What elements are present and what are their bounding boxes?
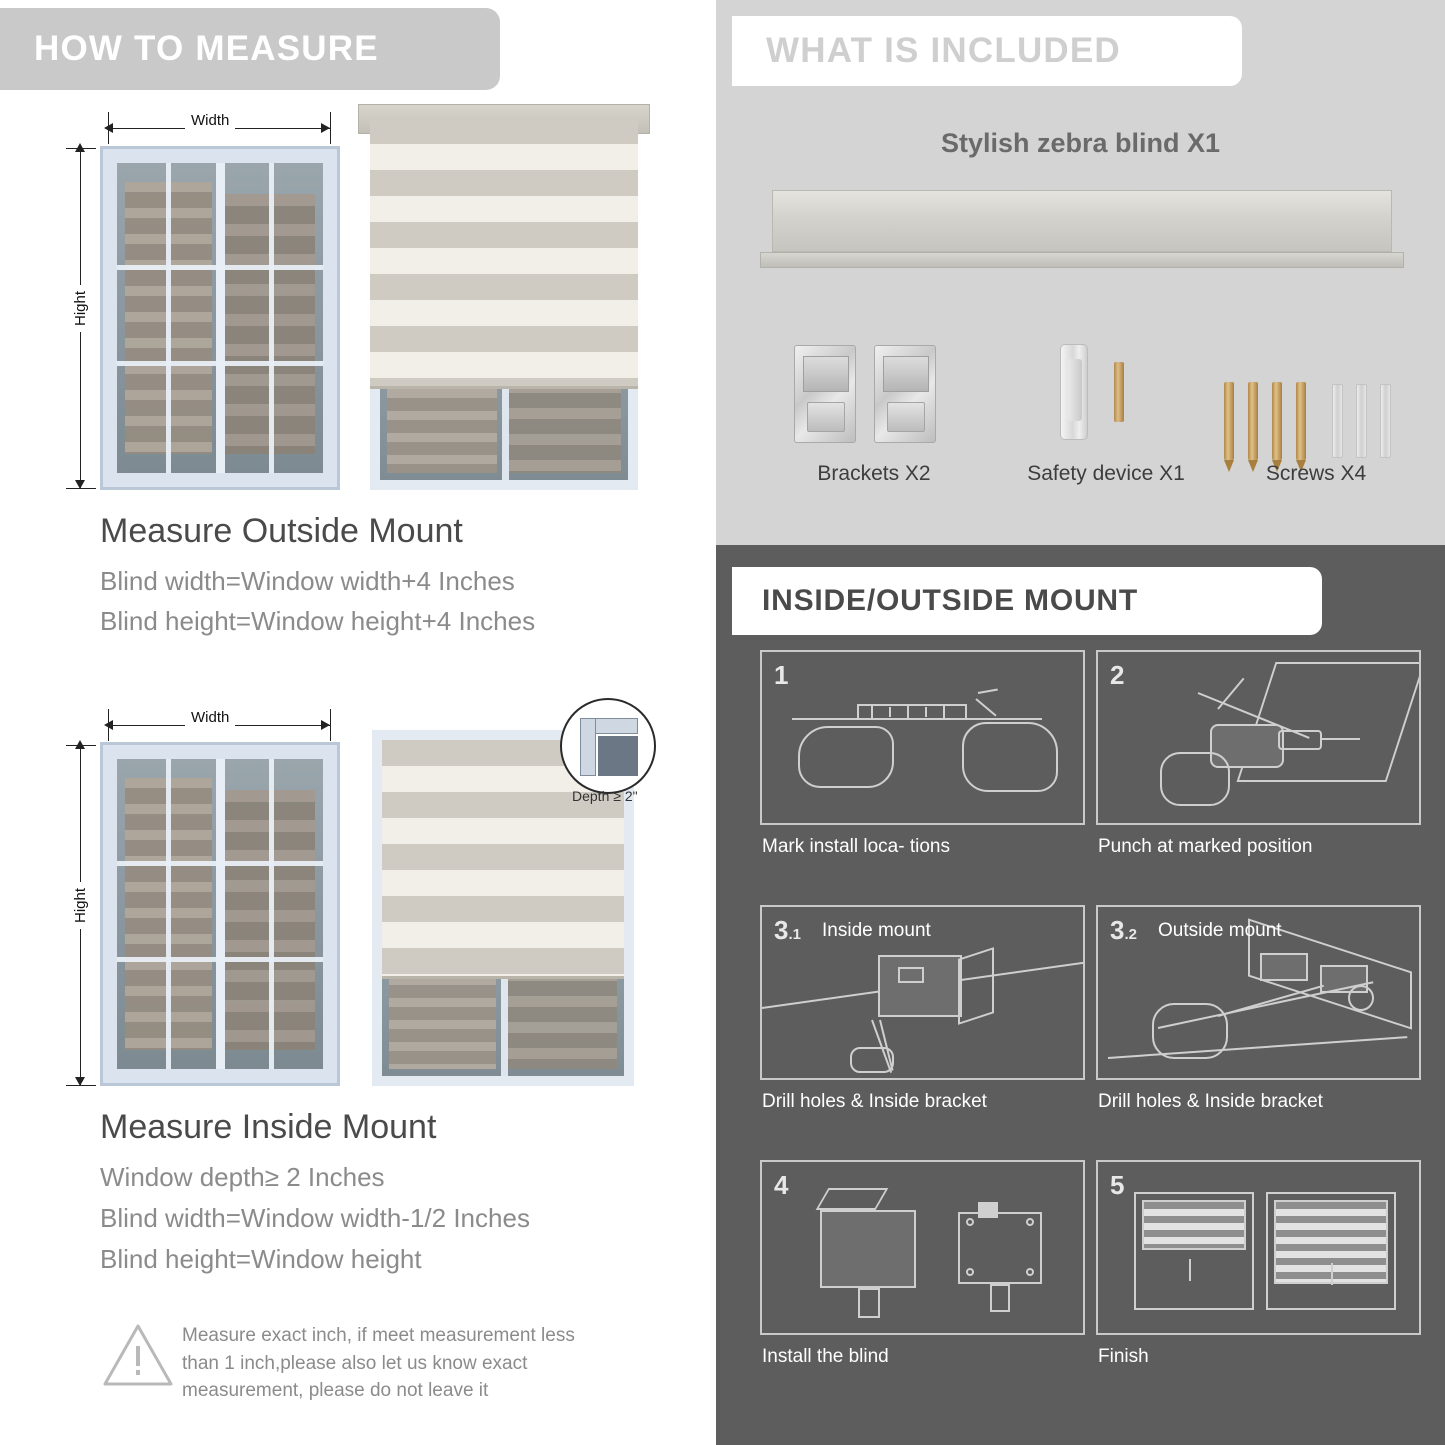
what-is-included-header [732, 16, 1242, 86]
step-3-1-inline-label: Inside mount [822, 920, 931, 941]
inside-mount-line-1: Window depth≥ 2 Inches [100, 1162, 385, 1192]
window-grid-h1 [117, 265, 323, 270]
outside-mount-line-1: Blind width=Window width+4 Inches [100, 566, 515, 596]
step-1-number: 1 [774, 660, 789, 690]
outside-width-tick-right [330, 112, 331, 144]
inside-window-illustration [100, 742, 340, 1086]
step-3-1-number: 3.1 [774, 915, 801, 945]
depth-callout-circle [560, 698, 656, 794]
step-3-1-caption: Drill holes & Inside bracket [762, 1091, 987, 1112]
inside-outside-mount-header [732, 567, 1322, 635]
inside-width-arrow-right [321, 720, 330, 730]
what-is-included-panel [716, 0, 1445, 545]
inside-width-label: Width [185, 709, 235, 726]
how-to-measure-title: HOW TO MEASURE [34, 29, 379, 68]
outside-width-arrow-right [321, 123, 330, 133]
step-5-illustration [1096, 1160, 1421, 1335]
step-1 [760, 650, 1085, 865]
step-2 [1096, 650, 1421, 865]
outside-mount-title: Measure Outside Mount [100, 512, 463, 550]
depth-label: Depth ≥ 2" [572, 788, 638, 804]
screw-part-1 [1224, 382, 1234, 460]
wall-anchor-3 [1380, 384, 1391, 458]
step-5 [1096, 1160, 1421, 1375]
how-to-measure-header [0, 8, 500, 90]
step-2-illustration [1096, 650, 1421, 825]
step-4-number: 4 [774, 1170, 789, 1200]
wall-anchor-1 [1332, 384, 1343, 458]
outside-window-illustration [100, 146, 340, 490]
inside-height-tick-bottom [66, 1085, 96, 1086]
warning-triangle-icon [102, 1322, 174, 1388]
screw-part-4 [1296, 382, 1306, 460]
zebra-blind-headrail-image [772, 190, 1392, 252]
step-2-number: 2 [1110, 660, 1125, 690]
step-3-1 [760, 905, 1085, 1120]
step-3-2-number: 3.2 [1110, 915, 1137, 945]
inside-mount-title: Measure Inside Mount [100, 1108, 437, 1146]
step-3-1-illustration [760, 905, 1085, 1080]
window-glass [117, 163, 323, 473]
window-grid-h2 [117, 361, 323, 366]
how-to-measure-panel [0, 0, 716, 1445]
inside-width-tick-left [108, 709, 109, 741]
outside-width-label: Width [185, 112, 235, 129]
step-4-caption: Install the blind [762, 1346, 889, 1367]
bracket-part-1 [794, 345, 856, 443]
step-5-number: 5 [1110, 1170, 1125, 1200]
step-3-2-caption: Drill holes & Inside bracket [1098, 1091, 1323, 1112]
window-grid-v2 [269, 163, 274, 473]
step-1-caption: Mark install loca- tions [762, 836, 950, 857]
step-1-illustration [760, 650, 1085, 825]
inside-outside-mount-panel [716, 545, 1445, 1445]
screw-part-3 [1272, 382, 1282, 460]
outside-height-label: Hight [72, 285, 89, 332]
window-grid-v1 [166, 759, 171, 1069]
step-4 [760, 1160, 1085, 1375]
step-2-caption: Punch at marked position [1098, 836, 1313, 857]
outside-blind-illustration [370, 118, 638, 490]
outside-width-tick-left [108, 112, 109, 144]
outside-height-tick-bottom [66, 488, 96, 489]
safety-device-caption: Safety device X1 [1027, 462, 1185, 485]
step-3-2-illustration [1096, 905, 1421, 1080]
inside-mount-line-2: Blind width=Window width-1/2 Inches [100, 1203, 530, 1233]
window-mullion-vertical [216, 759, 225, 1069]
window-grid-h2 [117, 957, 323, 962]
safety-device-part [1060, 344, 1088, 440]
wall-anchor-2 [1356, 384, 1367, 458]
window-glass [117, 759, 323, 1069]
step-3-2 [1096, 905, 1421, 1120]
window-grid-v2 [269, 759, 274, 1069]
window-grid-h1 [117, 861, 323, 866]
safety-device-screw [1114, 362, 1124, 422]
inside-mount-line-3: Blind height=Window height [100, 1244, 422, 1274]
step-5-caption: Finish [1098, 1346, 1149, 1367]
what-is-included-title: WHAT IS INCLUDED [766, 31, 1121, 70]
inside-height-tick-top [66, 745, 96, 746]
inside-outside-mount-title: INSIDE/OUTSIDE MOUNT [762, 584, 1139, 617]
step-3-2-inline-label: Outside mount [1158, 920, 1282, 941]
step-4-illustration [760, 1160, 1085, 1335]
window-mullion-vertical [216, 163, 225, 473]
screw-part-2 [1248, 382, 1258, 460]
warning-text: Measure exact inch, if meet measurement less than 1 inch,please also let us know exact measurement, please do not leave it [182, 1325, 575, 1402]
outside-mount-line-2: Blind height=Window height+4 Inches [100, 606, 536, 636]
included-main-item-label: Stylish zebra blind X1 [940, 128, 1221, 158]
window-grid-v1 [166, 163, 171, 473]
inside-height-label: Hight [72, 882, 89, 929]
screws-caption: Screws X4 [1265, 462, 1367, 485]
inside-width-tick-right [330, 709, 331, 741]
zebra-blind-headrail-base [760, 252, 1404, 268]
outside-height-tick-top [66, 148, 96, 149]
bracket-part-2 [874, 345, 936, 443]
brackets-caption: Brackets X2 [817, 462, 931, 485]
blind-fabric [370, 118, 638, 389]
